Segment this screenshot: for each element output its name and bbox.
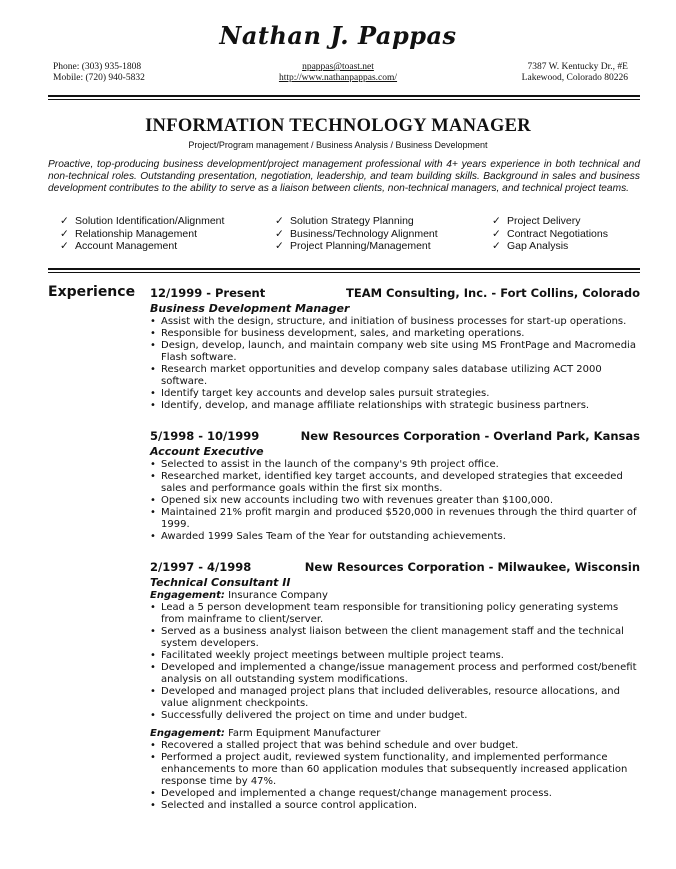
skills-column-3 [492, 215, 608, 253]
engagement-client: Insurance Company [228, 590, 328, 601]
job-header [150, 429, 640, 445]
job-entry-2 [150, 429, 640, 543]
list-item: • Served as a business analyst liaison between the client management staff and the technical system developers. [150, 626, 640, 650]
job-header [150, 286, 640, 302]
job-entry-3 [150, 560, 640, 812]
job-company: New Resources Corporation - Milwaukee, Wisconsin [304, 560, 640, 574]
check-icon: ✓ [492, 240, 501, 252]
email-link[interactable]: npappas@toast.net [302, 62, 374, 72]
list-item: • Identify, develop, and manage affiliate relationships with strategic business partners. [150, 400, 640, 412]
skill-item: ✓ Business/Technology Alignment [275, 227, 438, 240]
skill-item: ✓ Project Planning/Management [275, 240, 431, 252]
list-item: • Assist with the design, structure, and initiation of business processes for start-up operations. [150, 316, 640, 328]
job-dates: 5/1998 - 10/1999 [150, 429, 260, 443]
list-item: • Lead a 5 person development team responsible for transitioning policy generating systems from mainframe to client/server. [150, 602, 640, 626]
skill-item: ✓ Solution Identification/Alignment [60, 215, 225, 227]
job-bullets [150, 316, 640, 412]
list-item: • Research market opportunities and develop company sales database utilizing ACT 2000 software. [150, 364, 640, 388]
list-item: • Responsible for business development, sales, and marketing operations. [150, 328, 640, 340]
check-icon: ✓ [60, 240, 69, 252]
job-dates: 12/1999 - Present [150, 286, 266, 300]
engagement-client: Farm Equipment Manufacturer [228, 728, 381, 739]
list-item: • Performed a project audit, reviewed system functionality, and implemented performance enhancements to more than 60 application modules that subsequently increased application response time by 47%. [150, 752, 640, 788]
list-item: • Maintained 21% profit margin and produced $520,000 in revenues through the third quarter of 1999. [150, 507, 640, 531]
skill-item: ✓ Project Delivery [492, 215, 581, 227]
engagement-label: Engagement: [150, 728, 225, 739]
experience-heading: Experience [48, 284, 136, 300]
list-item: • Developed and implemented a change/issue management process and performed cost/benefit analysis on all outstanding system modifications. [150, 662, 640, 686]
skill-item: ✓ Contract Negotiations [492, 227, 608, 240]
list-item: • Recovered a stalled project that was behind schedule and over budget. [150, 740, 640, 752]
check-icon: ✓ [275, 227, 284, 240]
job-role: Account Executive [150, 445, 264, 458]
skills-column-1 [60, 215, 224, 253]
job-bullets [150, 459, 640, 543]
skill-item: ✓ Relationship Management [60, 227, 197, 240]
skills-column-2 [275, 215, 438, 253]
header-rule-bottom [48, 99, 640, 100]
list-item: • Selected and installed a source control application. [150, 800, 640, 812]
skill-item: ✓ Gap Analysis [492, 240, 569, 252]
check-icon: ✓ [60, 215, 69, 227]
list-item: • Successfully delivered the project on time and under budget. [150, 710, 640, 722]
check-icon: ✓ [275, 240, 284, 252]
job-entry-1 [150, 286, 640, 412]
check-icon: ✓ [60, 227, 69, 240]
address-line-2: Lakewood, Colorado 80226 [521, 73, 628, 83]
list-item: • Developed and managed project plans that included deliverables, resource allocations, and value alignment checkpoints. [150, 686, 640, 710]
list-item: • Design, develop, launch, and maintain company web site using MS FrontPage and Macromedia Flash software. [150, 340, 640, 364]
engagement-line [150, 728, 640, 740]
list-item: • Opened six new accounts including two with revenues greater than $100,000. [150, 495, 640, 507]
skill-item: ✓ Solution Strategy Planning [275, 215, 414, 227]
job-subtitle: Project/Program management / Business Analysis / Business Development [188, 140, 488, 150]
section-rule-top [48, 268, 640, 270]
job-company: TEAM Consulting, Inc. - Fort Collins, Colorado [346, 286, 640, 300]
job-dates: 2/1997 - 4/1998 [150, 560, 252, 574]
skill-item: ✓ Account Management [60, 240, 178, 252]
list-item: • Researched market, identified key target accounts, and developed strategies that exceeded sales and performance goals within the first six months. [150, 471, 640, 495]
contact-address [522, 62, 628, 84]
engagement-line [150, 590, 640, 602]
job-title: INFORMATION TECHNOLOGY MANAGER [145, 116, 531, 136]
summary-paragraph: Proactive, top-producing business development/project management professional with 4+ years experience in both technical and non-technical roles. Outstanding presentation, negotiation, leadership, and team building skills. Background in sales and business development contributes to the ability to serve as a liaison between clients, non-technical managers, and technical project teams. [48, 159, 640, 194]
check-icon: ✓ [275, 215, 284, 227]
job-header [150, 560, 640, 576]
phone: Phone: (303) 935-1808 [53, 62, 142, 72]
list-item: • Awarded 1999 Sales Team of the Year for outstanding achievements. [150, 531, 640, 543]
mobile: Mobile: (720) 940-5832 [53, 73, 145, 83]
list-item: • Selected to assist in the launch of the company's 9th project office. [150, 459, 640, 471]
address-line-1: 7387 W. Kentucky Dr., #E [527, 62, 628, 72]
header-rule-top [48, 95, 640, 97]
check-icon: ✓ [492, 215, 501, 227]
list-item: • Developed and implemented a change request/change management process. [150, 788, 640, 800]
job-company: New Resources Corporation - Overland Park, Kansas [300, 429, 640, 443]
candidate-name: Nathan J. Pappas [219, 21, 457, 50]
job-role: Business Development Manager [150, 302, 350, 315]
job-bullets [150, 740, 640, 812]
job-bullets [150, 602, 640, 722]
check-icon: ✓ [492, 227, 501, 240]
list-item: • Facilitated weekly project meetings between multiple project teams. [150, 650, 640, 662]
website-link[interactable]: http://www.nathanpappas.com/ [278, 73, 398, 83]
engagement-label: Engagement: [150, 590, 225, 601]
list-item: • Identify target key accounts and develop sales pursuit strategies. [150, 388, 640, 400]
section-rule-bottom [48, 272, 640, 273]
job-role: Technical Consultant II [150, 576, 291, 589]
